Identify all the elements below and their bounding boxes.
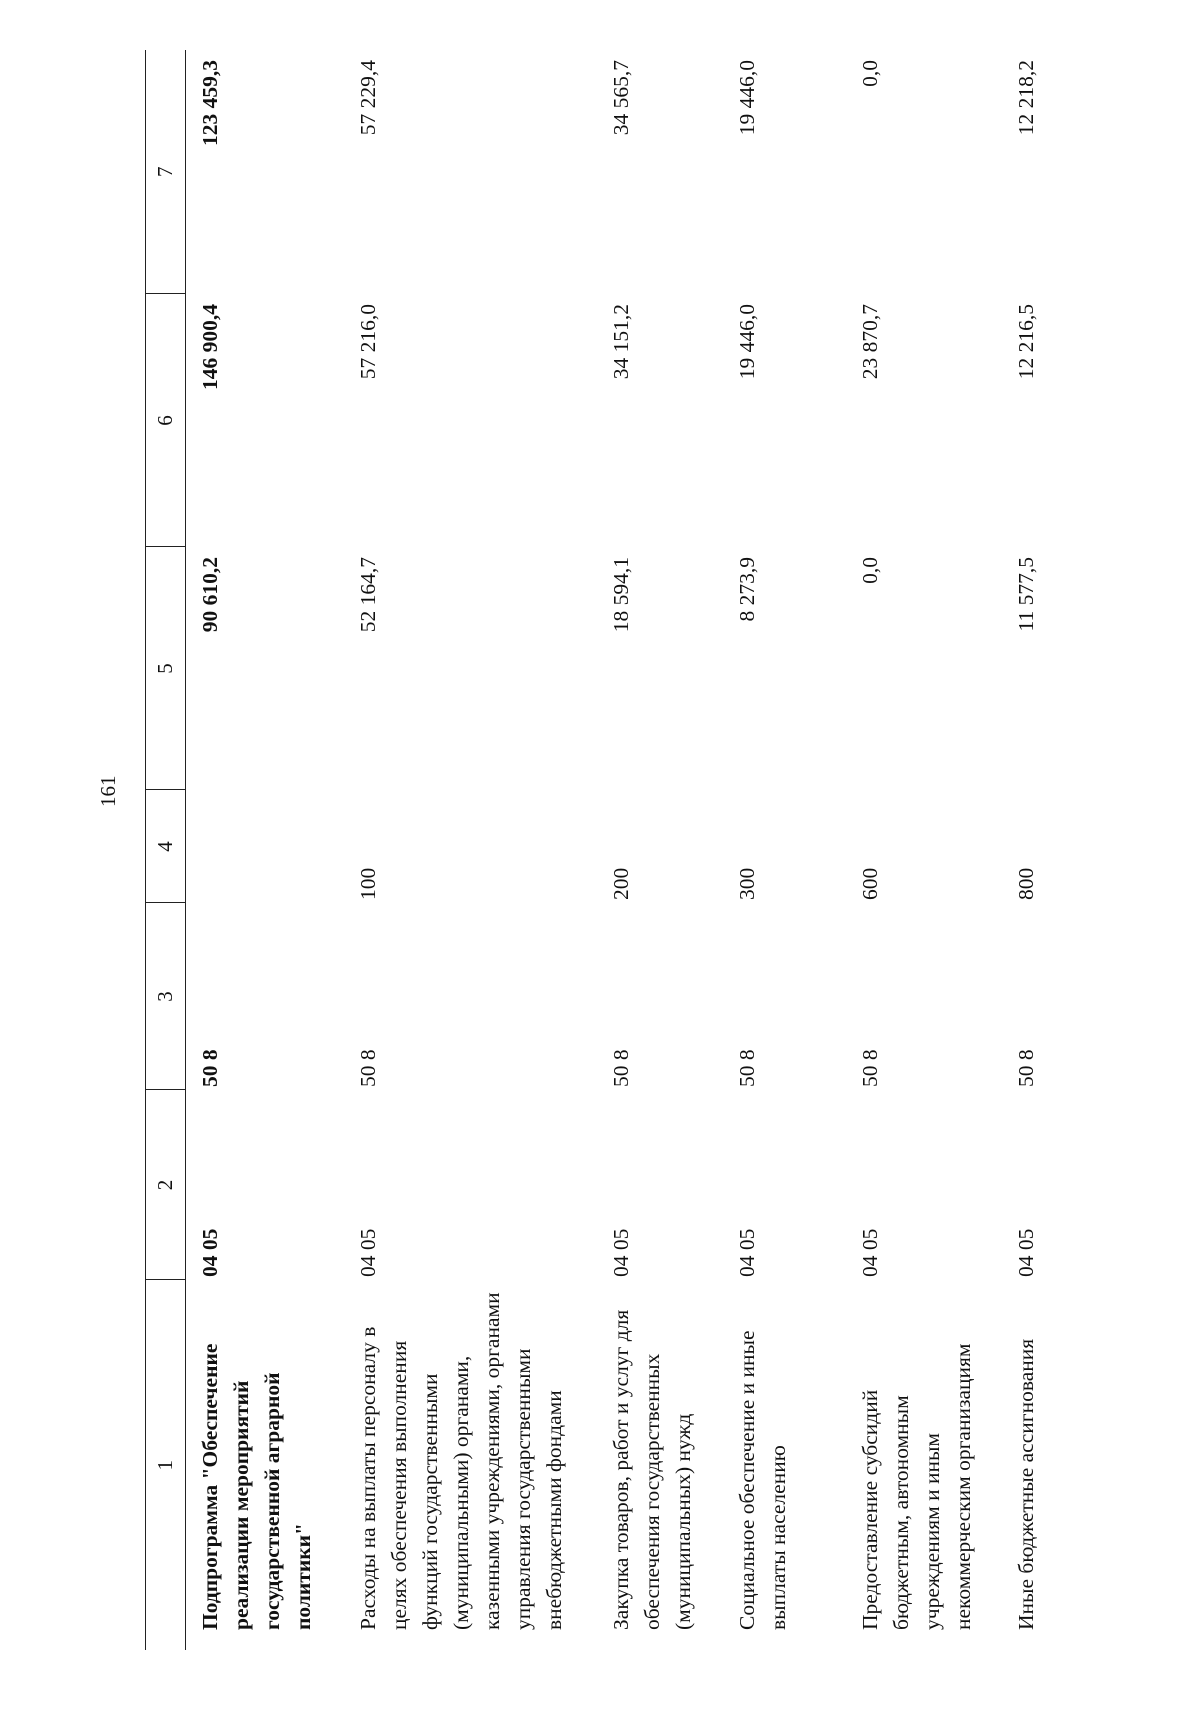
amount-col-7: 0,0	[858, 60, 882, 87]
column-header-4: 4	[146, 790, 186, 903]
amount-col-5: 11 577,5	[1014, 557, 1038, 632]
expense-type-code: 200	[609, 867, 633, 900]
column-header-3: 3	[146, 903, 186, 1090]
table-row-subprogram	[186, 50, 345, 1650]
amount-col-7: 57 229,4	[356, 60, 380, 136]
section-code: 04 05	[609, 1228, 633, 1277]
amount-col-7: 12 218,2	[1014, 60, 1038, 136]
section-code: 04 05	[858, 1228, 882, 1277]
column-header-7: 7	[146, 50, 186, 294]
section-code: 04 05	[1014, 1228, 1038, 1277]
amount-col-5: 0,0	[858, 557, 882, 584]
amount-col-7: 34 565,7	[609, 60, 633, 136]
table-row	[846, 50, 1002, 1650]
target-code: 50 8	[735, 1049, 759, 1087]
section-code: 04 05	[198, 1228, 222, 1277]
rotated-page-content	[145, 50, 1165, 1650]
amount-col-6: 19 446,0	[735, 304, 759, 380]
expense-type-code	[186, 790, 345, 903]
row-name: Закупка товаров, работ и услуг для обеспечения государственных (муниципальных) нужд	[609, 1309, 695, 1630]
expense-type-code: 300	[735, 867, 759, 900]
amount-col-5: 18 594,1	[609, 557, 633, 633]
amount-col-5: 8 273,9	[735, 557, 759, 622]
amount-col-5: 52 164,7	[356, 557, 380, 633]
table-row	[723, 50, 846, 1650]
expense-type-code: 100	[356, 867, 380, 900]
table-row	[597, 50, 723, 1650]
amount-col-6: 57 216,0	[356, 304, 380, 380]
header-row	[146, 50, 186, 1650]
row-name: Социальное обеспечение и иные выплаты населению	[735, 1330, 790, 1630]
target-code: 50 8	[356, 1049, 380, 1087]
target-code: 50 8	[198, 1049, 222, 1087]
row-name: Предоставление субсидий бюджетным, автономным учреждениям и иным некоммерческим организациям	[858, 1343, 975, 1630]
target-code: 50 8	[858, 1049, 882, 1087]
amount-col-5: 90 610,2	[198, 557, 222, 633]
column-header-5: 5	[146, 547, 186, 790]
row-name: Иные бюджетные ассигнования	[1014, 1338, 1038, 1630]
amount-col-7: 19 446,0	[735, 60, 759, 136]
amount-col-6: 34 151,2	[609, 304, 633, 380]
row-name: Подпрограмма "Обеспечение реализации мероприятий государственной аграрной политики"	[198, 1343, 315, 1630]
target-code: 50 8	[609, 1049, 633, 1087]
column-header-6: 6	[146, 294, 186, 547]
row-name: Расходы на выплаты персоналу в целях обеспечения выполнения функций государственными (муниципальными) органами, казенными учреждениями, органами управления государственными внебюджетными фондами	[356, 1292, 566, 1630]
column-header-2: 2	[146, 1090, 186, 1280]
section-code: 04 05	[356, 1228, 380, 1277]
page-number: 161	[96, 775, 120, 807]
amount-col-6: 146 900,4	[198, 304, 222, 390]
section-code: 04 05	[735, 1228, 759, 1277]
budget-table	[145, 50, 1085, 1650]
amount-col-7: 123 459,3	[198, 60, 222, 146]
amount-col-6: 23 870,7	[858, 304, 882, 380]
table-row	[344, 50, 597, 1650]
expense-type-code: 800	[1014, 867, 1038, 900]
amount-col-6: 12 216,5	[1014, 304, 1038, 380]
target-code: 50 8	[1014, 1049, 1038, 1087]
column-header-1: 1	[146, 1280, 186, 1650]
expense-type-code: 600	[858, 867, 882, 900]
table-row	[1002, 50, 1085, 1650]
